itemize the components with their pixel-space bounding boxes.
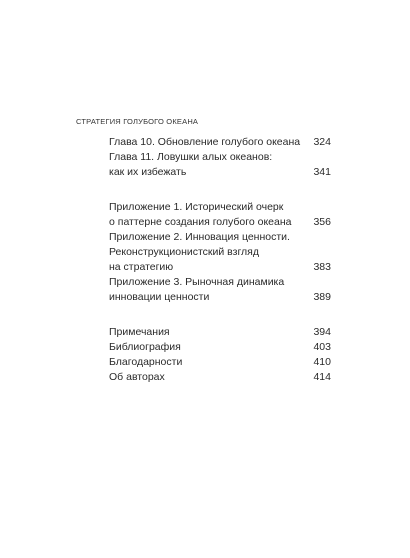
toc-entry-title-line: Примечания [109,326,170,338]
toc-entry-title-line: Приложение 1. Исторический очерк [109,201,284,213]
toc-entry-title [109,200,291,230]
toc-entry-page: 324 [313,136,331,148]
table-of-contents [109,135,331,385]
toc-entry-appendix-1 [109,200,331,230]
toc-entry-page: 383 [313,261,331,273]
toc-entry-title [109,355,182,370]
toc-entry-title-line: Библиография [109,341,181,353]
toc-entry-title [109,150,272,180]
toc-entry-title [109,135,300,150]
toc-entry-title-line: Об авторах [109,371,165,383]
toc-entry-notes [109,325,331,340]
toc-entry-chapter-11 [109,150,331,180]
toc-entry-title [109,340,181,355]
section-spacer [109,180,331,200]
toc-entry-title-line: как их избежать [109,166,187,178]
toc-entry-title-line: Глава 10. Обновление голубого океана [109,136,301,148]
toc-entry-page: 356 [313,216,331,228]
toc-entry-title-line: о паттерне создания голубого океана [109,216,292,228]
toc-entry-bibliography [109,340,331,355]
section-spacer [109,305,331,325]
toc-entry-chapter-10 [109,135,331,150]
toc-entry-page: 403 [313,341,331,353]
toc-entry-title-line: Приложение 3. Рыночная динамика [109,276,285,288]
toc-entry-title-line: Реконструкционистский взгляд [109,246,259,258]
toc-entry-appendix-2 [109,230,331,275]
toc-entry-title [109,275,284,305]
toc-entry-page: 341 [313,166,331,178]
toc-entry-title-line: инновации ценности [109,291,210,303]
toc-entry-title [109,370,165,385]
toc-entry-title-line: Приложение 2. Инновация ценности. [109,231,290,243]
toc-entry-title [109,230,290,275]
toc-entry-about-authors [109,370,331,385]
toc-entry-page: 389 [313,291,331,303]
toc-entry-page: 410 [313,356,331,368]
toc-entry-title-line: на стратегию [109,261,174,273]
toc-entry-appendix-3 [109,275,331,305]
toc-entry-acknowledgments [109,355,331,370]
toc-entry-title-line: Глава 11. Ловушки алых океанов: [109,151,273,163]
toc-entry-page: 394 [313,326,331,338]
running-head: СТРАТЕГИЯ ГОЛУБОГО ОКЕАНА [76,117,199,126]
toc-entry-page: 414 [313,371,331,383]
toc-entry-title [109,325,170,340]
toc-entry-title-line: Благодарности [109,356,183,368]
